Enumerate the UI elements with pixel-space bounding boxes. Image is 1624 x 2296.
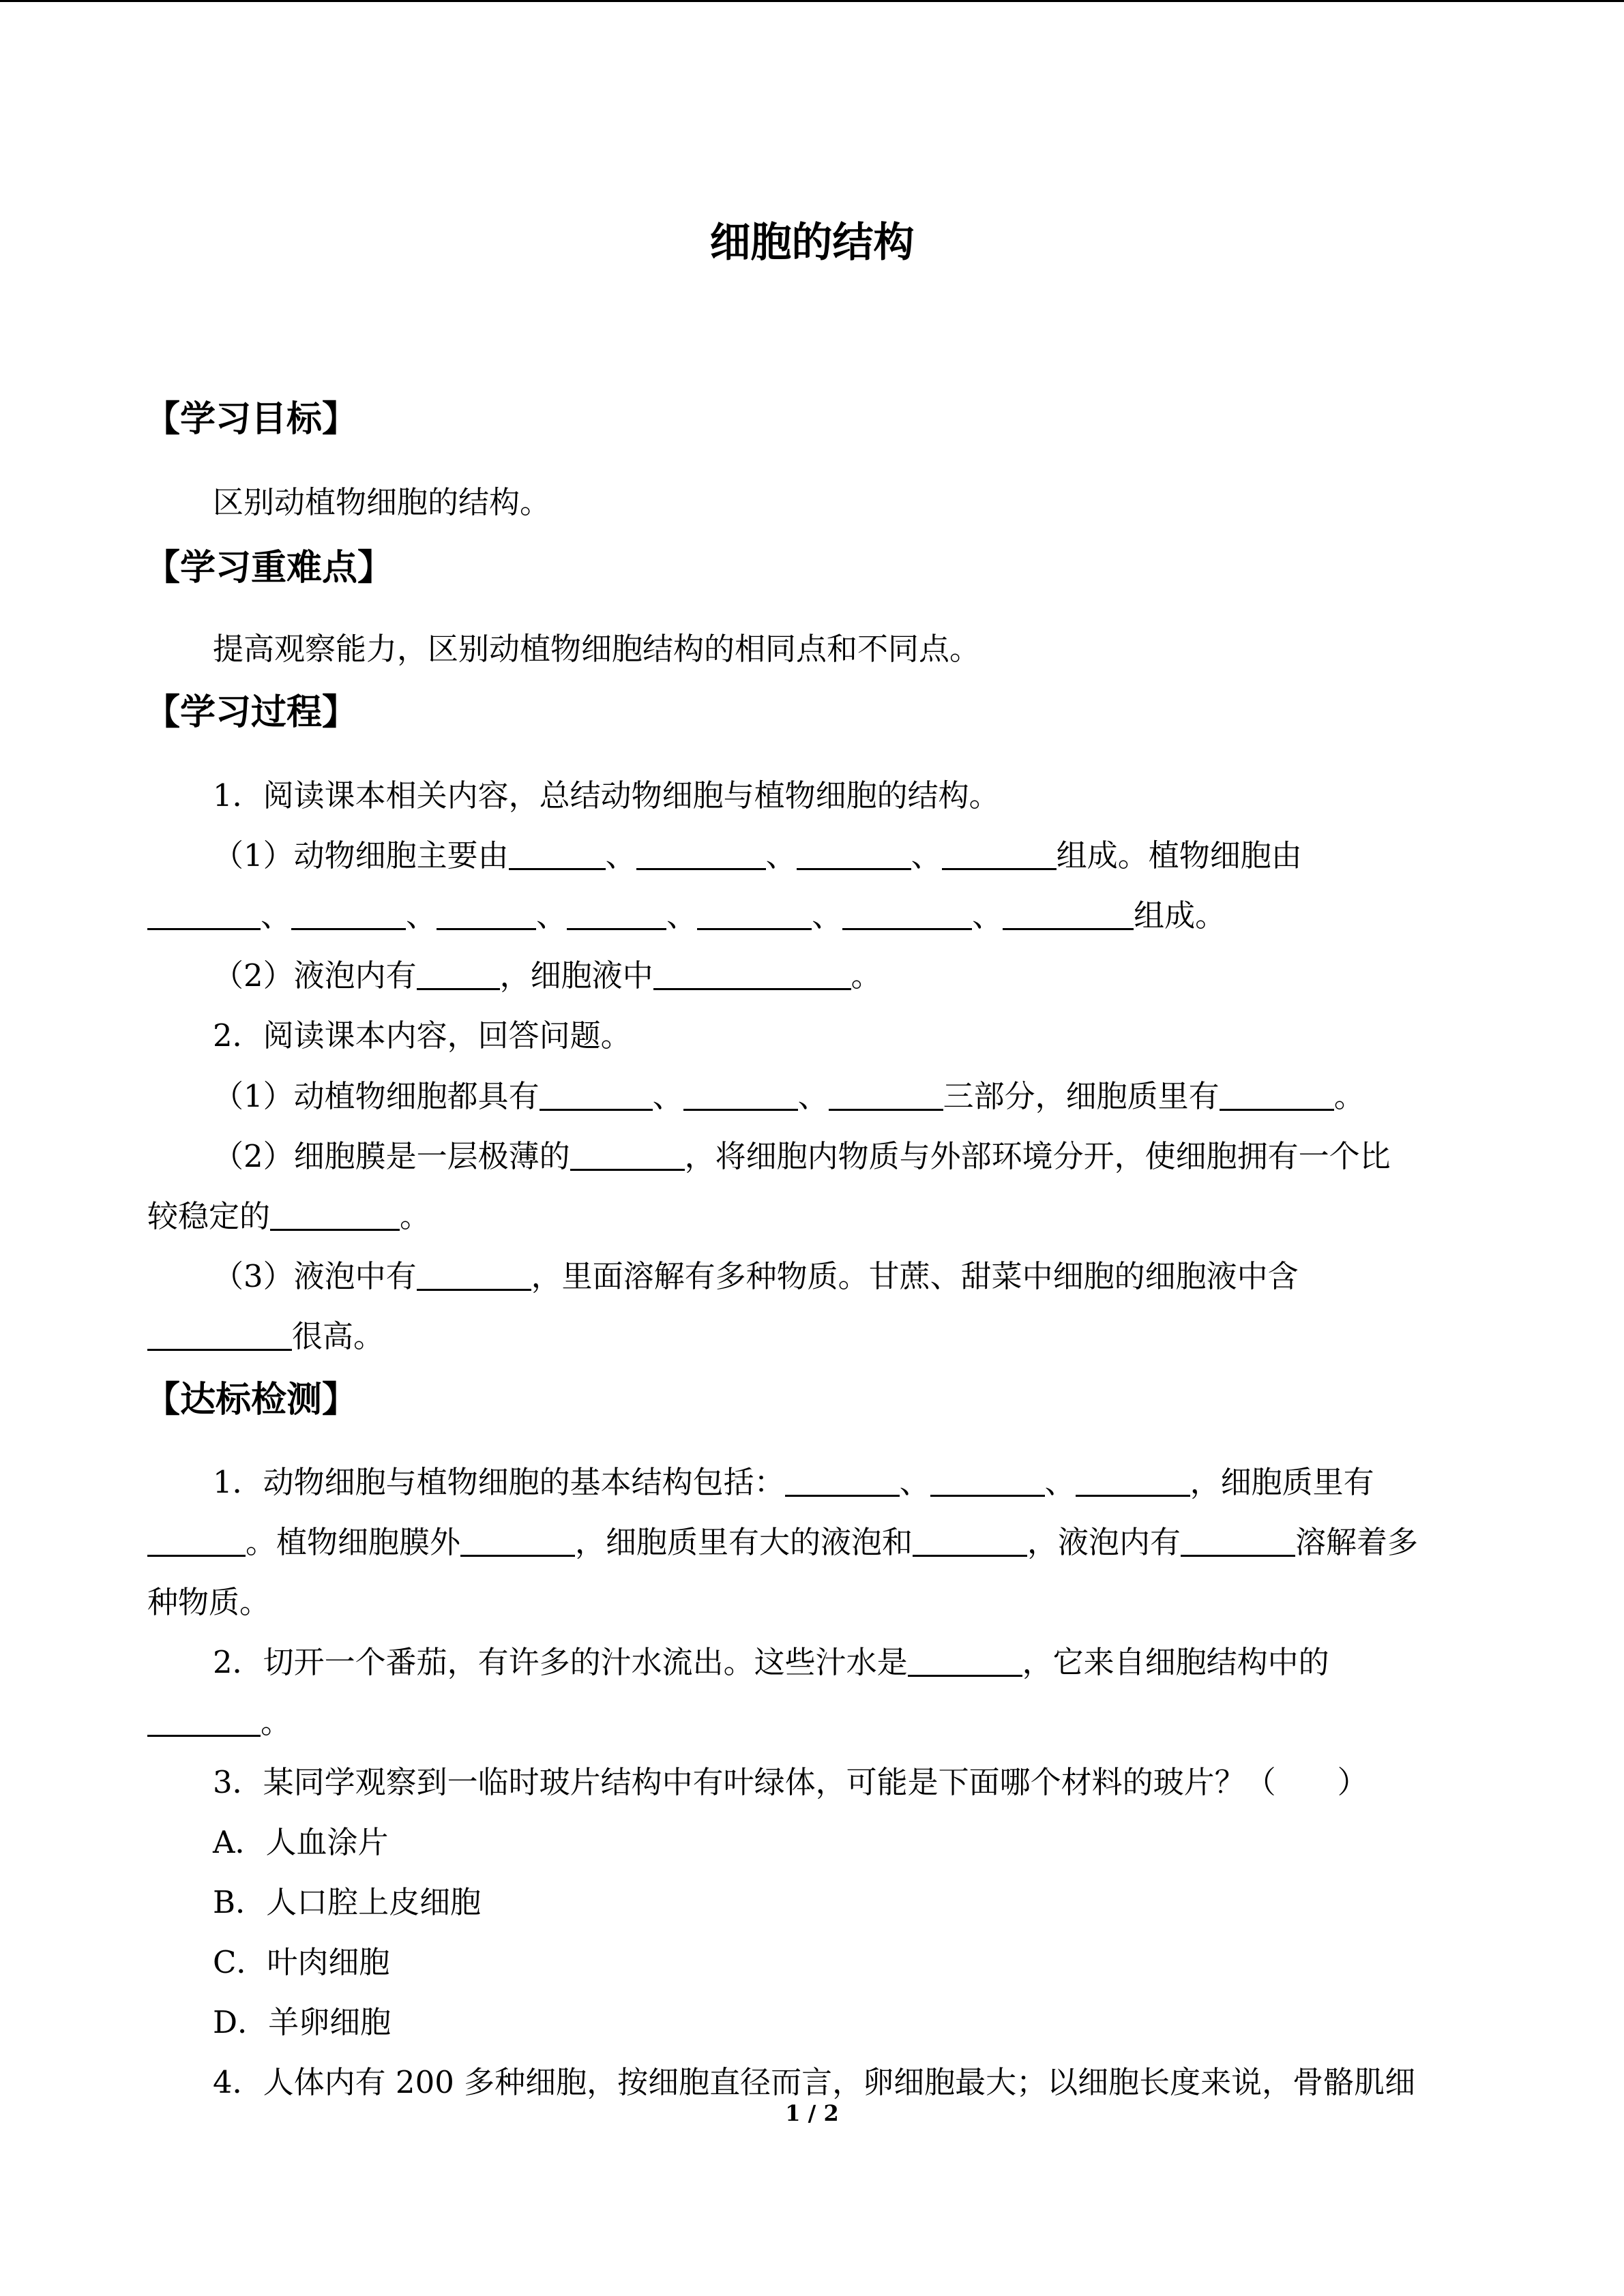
answer-blank[interactable]: [785, 1465, 900, 1497]
process-q2-3-cont: 很高。: [147, 1311, 384, 1356]
answer-blank[interactable]: [417, 1259, 531, 1291]
answer-blank[interactable]: [147, 1525, 246, 1557]
answer-blank[interactable]: [509, 838, 606, 870]
heading-key-points: 【学习重难点】: [145, 548, 394, 588]
answer-blank[interactable]: [270, 1199, 400, 1231]
option-d[interactable]: D．羊卵细胞: [213, 2004, 392, 2040]
answer-blank[interactable]: [653, 958, 851, 990]
option-c[interactable]: C．叶肉细胞: [213, 1944, 390, 1980]
process-q2-1: （1）动植物细胞都具有 、 、 三部分，细胞质里有 。: [213, 1078, 1365, 1114]
process-q1-1-cont: 、 、 、 、 、 、 组成。: [147, 891, 1226, 935]
answer-blank[interactable]: [291, 898, 406, 930]
test-q1-cont: 。植物细胞膜外 ，细胞质里有大的液泡和 ，液泡内有 溶解着多: [147, 1517, 1418, 1562]
answer-blank[interactable]: [829, 1079, 943, 1111]
answer-blank[interactable]: [570, 1139, 685, 1171]
option-b[interactable]: B．人口腔上皮细胞: [213, 1884, 482, 1920]
heading-goals: 【学习目标】: [145, 399, 358, 440]
goals-text: 区别动植物细胞的结构。: [213, 484, 551, 520]
process-q2: 2．阅读课本内容，回答问题。: [213, 1017, 632, 1054]
process-q1-1: （1）动物细胞主要由 、 、 、 组成。植物细胞由: [213, 837, 1302, 874]
test-q3: 3．某同学观察到一临时玻片结构中有叶绿体，可能是下面哪个材料的玻片？（ ）: [213, 1764, 1368, 1800]
heading-test: 【达标检测】: [145, 1380, 358, 1420]
answer-blank[interactable]: [437, 898, 536, 930]
answer-blank[interactable]: [147, 1319, 292, 1351]
process-q1-2: （2）液泡内有 ，细胞液中 。: [213, 957, 882, 994]
answer-blank[interactable]: [1181, 1525, 1295, 1557]
answer-blank[interactable]: [540, 1079, 653, 1111]
answer-blank[interactable]: [1220, 1079, 1334, 1111]
answer-blank[interactable]: [908, 1645, 1022, 1677]
process-q1: 1．阅读课本相关内容，总结动物细胞与植物细胞的结构。: [213, 777, 1000, 814]
test-q2: 2．切开一个番茄，有许多的汁水流出。这些汁水是 ，它来自细胞结构中的: [213, 1644, 1329, 1680]
option-a[interactable]: A．人血涂片: [213, 1824, 389, 1860]
page-title: 细胞的结构: [709, 219, 915, 267]
answer-blank[interactable]: [697, 898, 812, 930]
process-q2-2: （2）细胞膜是一层极薄的 ，将细胞内物质与外部环境分开，使细胞拥有一个比: [213, 1138, 1391, 1174]
test-q4: 4．人体内有 200 多种细胞，按细胞直径而言，卵细胞最大；以细胞长度来说，骨骼肌细: [213, 2064, 1416, 2100]
answer-blank[interactable]: [636, 838, 766, 870]
test-q1-end: 种物质。: [147, 1584, 271, 1620]
answer-blank[interactable]: [417, 958, 500, 990]
answer-blank[interactable]: [942, 838, 1057, 870]
process-q2-2-cont: 较稳定的 。: [147, 1198, 431, 1234]
answer-blank[interactable]: [842, 898, 972, 930]
answer-blank[interactable]: [930, 1465, 1045, 1497]
test-q1: 1．动物细胞与植物细胞的基本结构包括： 、 、 ，细胞质里有: [213, 1464, 1374, 1500]
heading-process: 【学习过程】: [145, 692, 358, 733]
answer-blank[interactable]: [1003, 898, 1134, 930]
answer-blank[interactable]: [1076, 1465, 1190, 1497]
page-number: 1 / 2: [785, 2100, 839, 2126]
answer-blank[interactable]: [567, 898, 666, 930]
process-q2-3: （3）液泡中有 ，里面溶解有多种物质。甘蔗、甜菜中细胞的细胞液中含: [213, 1258, 1299, 1294]
test-q2-cont: 。: [147, 1697, 291, 1742]
answer-blank[interactable]: [683, 1079, 798, 1111]
answer-blank[interactable]: [913, 1525, 1027, 1557]
answer-blank[interactable]: [147, 1705, 261, 1737]
top-border: [0, 0, 1624, 2]
key-text: 提高观察能力，区别动植物细胞结构的相同点和不同点。: [213, 631, 981, 667]
answer-blank[interactable]: [797, 838, 911, 870]
answer-blank[interactable]: [460, 1525, 575, 1557]
answer-blank[interactable]: [147, 898, 261, 930]
